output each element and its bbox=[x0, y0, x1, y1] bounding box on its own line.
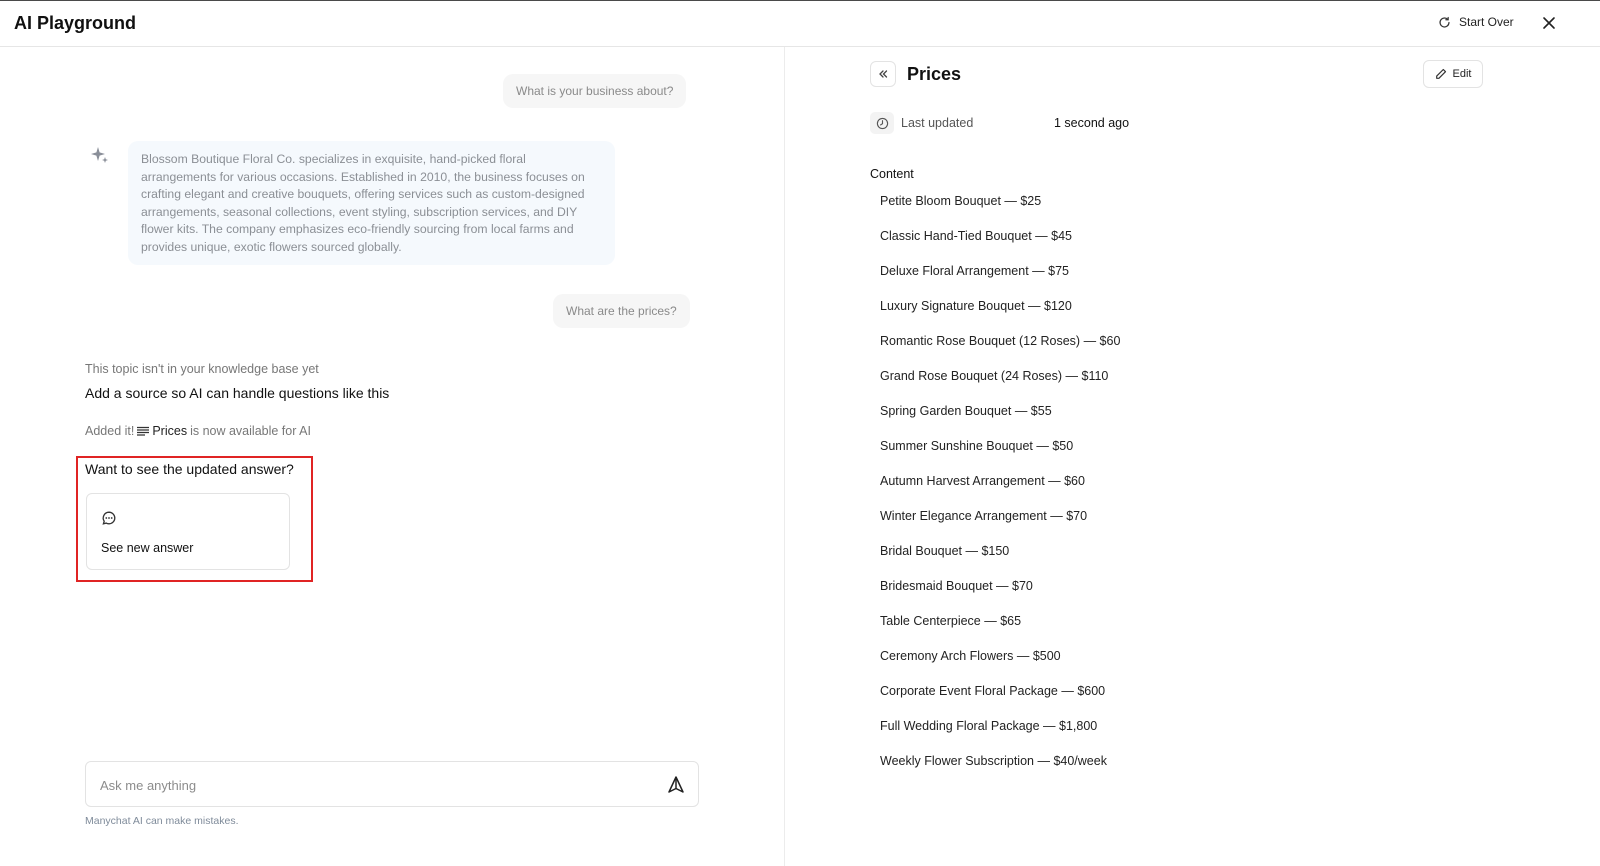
added-prefix: Added it! bbox=[85, 424, 135, 438]
price-item: Luxury Signature Bouquet — $120 bbox=[880, 299, 1072, 313]
price-item: Corporate Event Floral Package — $600 bbox=[880, 684, 1106, 698]
price-item: Romantic Rose Bouquet (12 Roses) — $60 bbox=[880, 334, 1121, 348]
added-suffix: is now available for AI bbox=[190, 424, 311, 438]
start-over-label: Start Over bbox=[1459, 15, 1514, 29]
ai-message: Blossom Boutique Floral Co. specializes in exquisite, hand-picked floral arrangements for various occasions. Established in 2010, the business focuses on crafting elegant and creative bouquets, offering services such as custom-designed arrangements, seasonal collections, event styling, subscription services, and DIY flower kits. The company emphasizes eco-friendly sourcing from local farms and provides unique, exotic flowers sourced globally. bbox=[128, 141, 615, 265]
content-heading: Content bbox=[870, 167, 914, 181]
chat-input-box bbox=[85, 761, 699, 807]
lines-icon bbox=[137, 426, 149, 436]
last-updated-label: Last updated bbox=[901, 116, 974, 130]
panel-title: Prices bbox=[907, 64, 962, 84]
source-link[interactable] bbox=[137, 424, 187, 438]
price-item: Spring Garden Bouquet — $55 bbox=[880, 404, 1052, 418]
app-title: AI Playground bbox=[14, 13, 137, 33]
source-added-notice bbox=[85, 424, 311, 438]
chat-bubble-icon bbox=[101, 510, 117, 526]
refresh-icon bbox=[1438, 16, 1451, 29]
price-item: Full Wedding Floral Package — $1,800 bbox=[880, 719, 1098, 733]
updated-answer-prompt: Want to see the updated answer? bbox=[85, 461, 294, 477]
send-icon[interactable] bbox=[666, 775, 686, 795]
see-new-answer-label: See new answer bbox=[101, 541, 194, 555]
close-icon[interactable] bbox=[1540, 14, 1558, 32]
double-chevron-left-icon bbox=[877, 68, 889, 80]
price-item: Summer Sunshine Bouquet — $50 bbox=[880, 439, 1074, 453]
price-item: Autumn Harvest Arrangement — $60 bbox=[880, 474, 1085, 488]
edit-button[interactable] bbox=[1423, 60, 1483, 88]
add-source-prompt: Add a source so AI can handle questions like this bbox=[85, 385, 390, 401]
app-header bbox=[0, 1, 1600, 47]
price-item: Grand Rose Bouquet (24 Roses) — $110 bbox=[880, 369, 1109, 383]
price-item: Ceremony Arch Flowers — $500 bbox=[880, 649, 1061, 663]
last-updated-badge bbox=[870, 112, 894, 134]
chat-input[interactable] bbox=[100, 775, 640, 795]
user-message: What is your business about? bbox=[503, 74, 686, 108]
start-over-button[interactable] bbox=[1438, 15, 1514, 29]
price-item: Deluxe Floral Arrangement — $75 bbox=[880, 264, 1069, 278]
collapse-panel-button[interactable] bbox=[870, 61, 896, 87]
price-item: Petite Bloom Bouquet — $25 bbox=[880, 194, 1042, 208]
price-item: Table Centerpiece — $65 bbox=[880, 614, 1022, 628]
pencil-icon bbox=[1435, 68, 1447, 80]
user-message: What are the prices? bbox=[553, 294, 690, 328]
price-item: Winter Elegance Arrangement — $70 bbox=[880, 509, 1088, 523]
panel-divider bbox=[784, 47, 785, 866]
price-item: Weekly Flower Subscription — $40/week bbox=[880, 754, 1107, 768]
source-name: Prices bbox=[152, 424, 188, 438]
price-list bbox=[880, 194, 1120, 789]
knowledge-base-note: This topic isn't in your knowledge base yet bbox=[85, 362, 319, 376]
price-item: Bridesmaid Bouquet — $70 bbox=[880, 579, 1033, 593]
ai-disclaimer: Manychat AI can make mistakes. bbox=[85, 815, 239, 827]
clock-icon bbox=[876, 117, 889, 130]
see-new-answer-button[interactable] bbox=[86, 493, 290, 570]
edit-label: Edit bbox=[1452, 68, 1472, 80]
price-item: Classic Hand-Tied Bouquet — $45 bbox=[880, 229, 1072, 243]
price-item: Bridal Bouquet — $150 bbox=[880, 544, 1010, 558]
last-updated-value: 1 second ago bbox=[1054, 116, 1130, 130]
sparkle-icon bbox=[90, 145, 110, 165]
